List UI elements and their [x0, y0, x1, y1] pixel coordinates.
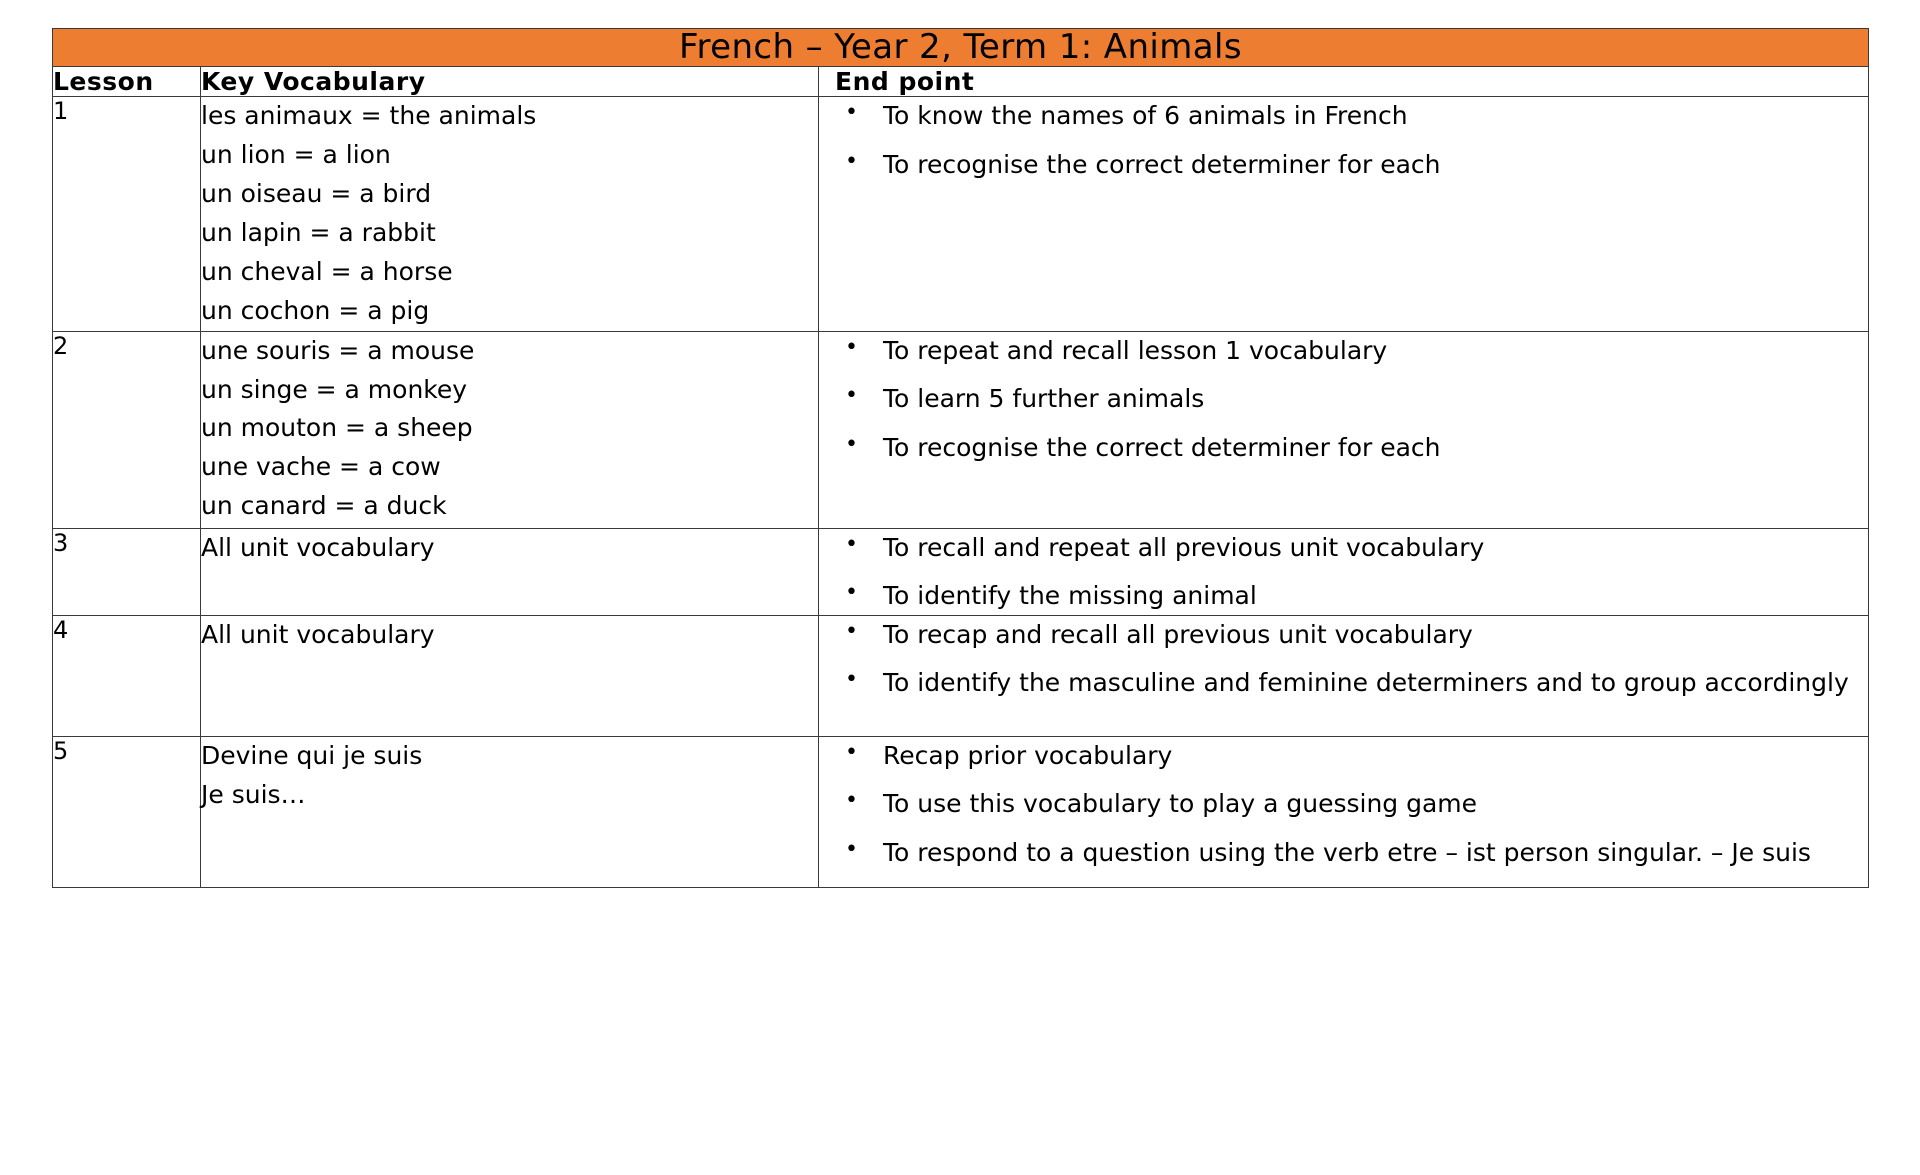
vocabulary-line: une vache = a cow — [201, 452, 441, 482]
vocabulary-cell — [201, 331, 819, 528]
vocabulary-line: un lapin = a rabbit — [201, 218, 436, 248]
vocabulary-line: un singe = a monkey — [201, 374, 468, 404]
vocabulary-line: Je suis… — [201, 779, 306, 809]
endpoint-item: • To know the names of 6 animals in French — [875, 97, 1868, 135]
vocabulary-line: un canard = a duck — [201, 491, 447, 521]
endpoint-list — [819, 529, 1868, 615]
lesson-number: 3 — [53, 528, 201, 615]
endpoint-list — [819, 332, 1868, 467]
lesson-number: 2 — [53, 331, 201, 528]
vocabulary-line: Devine qui je suis — [201, 740, 423, 770]
column-header-end-point: End point — [819, 67, 1869, 97]
vocabulary-line: un oiseau = a bird — [201, 179, 432, 209]
endpoint-item: • To recognise the correct determiner for each — [875, 146, 1868, 184]
vocabulary-cell — [201, 528, 819, 615]
column-header-lesson: Lesson — [53, 67, 201, 97]
table-row — [53, 97, 1869, 331]
vocabulary-cell — [201, 736, 819, 887]
vocabulary-line: un mouton = a sheep — [201, 413, 473, 443]
vocabulary-line: All unit vocabulary — [201, 532, 435, 562]
table-row — [53, 615, 1869, 736]
vocabulary-line: un cochon = a pig — [201, 295, 430, 325]
endpoint-item: • To recognise the correct determiner for each — [875, 429, 1868, 467]
table-row — [53, 736, 1869, 887]
vocabulary-line: All unit vocabulary — [201, 619, 435, 649]
endpoint-item: • To recap and recall all previous unit vocabulary — [875, 616, 1868, 654]
column-header-key-vocabulary: Key Vocabulary — [201, 67, 819, 97]
endpoint-list — [819, 97, 1868, 183]
endpoint-cell — [819, 615, 1869, 736]
lesson-number: 4 — [53, 615, 201, 736]
lesson-number: 1 — [53, 97, 201, 331]
endpoint-cell — [819, 528, 1869, 615]
table-body — [53, 29, 1869, 888]
table-row — [53, 528, 1869, 615]
endpoint-cell — [819, 736, 1869, 887]
endpoint-cell — [819, 331, 1869, 528]
endpoint-item: • To identify the missing animal — [875, 577, 1868, 615]
page-title: French – Year 2, Term 1: Animals — [679, 27, 1242, 67]
vocabulary-cell — [201, 615, 819, 736]
header-row — [53, 67, 1869, 97]
vocabulary-line: un lion = a lion — [201, 140, 391, 170]
endpoint-item: • To use this vocabulary to play a guessing game — [875, 785, 1868, 823]
table-row — [53, 331, 1869, 528]
curriculum-overview-table — [52, 28, 1869, 888]
document-title-banner — [53, 29, 1869, 67]
vocabulary-line: les animaux = the animals — [201, 101, 537, 131]
title-row — [53, 29, 1869, 67]
endpoint-list — [819, 616, 1868, 702]
vocabulary-line: une souris = a mouse — [201, 335, 475, 365]
endpoint-list — [819, 737, 1868, 872]
endpoint-item: • To identify the masculine and feminine determiners and to group accordingly — [875, 664, 1868, 702]
lesson-number: 5 — [53, 736, 201, 887]
endpoint-item: • To learn 5 further animals — [875, 380, 1868, 418]
endpoint-item: • To respond to a question using the verb etre – ist person singular. – Je suis — [875, 834, 1868, 872]
endpoint-item: • Recap prior vocabulary — [875, 737, 1868, 775]
endpoint-item: • To repeat and recall lesson 1 vocabulary — [875, 332, 1868, 370]
endpoint-cell — [819, 97, 1869, 331]
vocabulary-cell — [201, 97, 819, 331]
endpoint-item: • To recall and repeat all previous unit vocabulary — [875, 529, 1868, 567]
vocabulary-line: un cheval = a horse — [201, 256, 453, 286]
